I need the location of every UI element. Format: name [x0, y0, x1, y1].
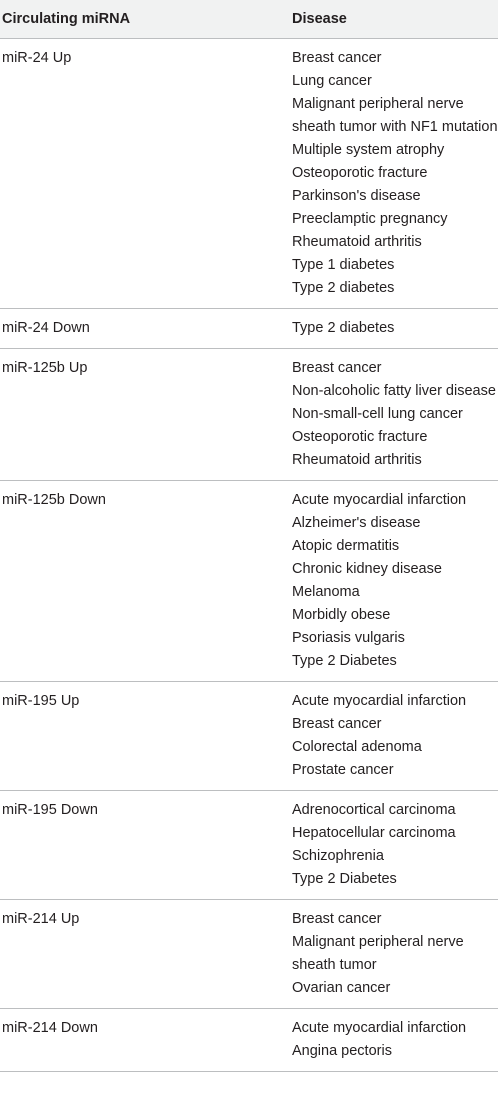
- header-disease: Disease: [292, 11, 347, 27]
- table-header-row: [0, 0, 498, 39]
- disease-item: Prostate cancer: [292, 762, 394, 778]
- table-row: [0, 349, 498, 481]
- disease-item: Acute myocardial infarction: [292, 492, 467, 508]
- disease-item: Type 2 Diabetes: [292, 871, 397, 887]
- disease-list: [292, 908, 498, 1000]
- disease-list: [292, 489, 498, 673]
- header-circulating-mirna: Circulating miRNA: [2, 11, 131, 27]
- disease-item: Osteoporotic fracture: [292, 165, 428, 181]
- disease-cell: [292, 799, 498, 891]
- disease-item: Non-small-cell lung cancer: [292, 406, 463, 422]
- disease-list: [292, 357, 498, 472]
- disease-item: Type 2 diabetes: [292, 320, 395, 336]
- disease-item: Osteoporotic fracture: [292, 429, 428, 445]
- table-row: [0, 1009, 498, 1072]
- mirna-cell: miR-125b Down: [2, 492, 106, 508]
- mirna-cell: miR-195 Up: [2, 693, 80, 709]
- disease-item: Breast cancer: [292, 50, 382, 66]
- disease-item: Type 2 diabetes: [292, 280, 395, 296]
- table-row: [0, 481, 498, 682]
- mirna-cell: miR-24 Up: [2, 50, 72, 66]
- disease-item: Colorectal adenoma: [292, 739, 422, 755]
- mirna-cell: miR-24 Down: [2, 320, 90, 336]
- disease-list: [292, 799, 498, 891]
- mirna-cell: miR-125b Up: [2, 360, 88, 376]
- disease-list: [292, 690, 498, 782]
- disease-cell: [292, 1017, 498, 1063]
- disease-item: Multiple system atrophy: [292, 142, 445, 158]
- disease-list: [292, 47, 498, 300]
- disease-item: Rheumatoid arthritis: [292, 452, 422, 468]
- disease-item: Breast cancer: [292, 360, 382, 376]
- table-row: [0, 682, 498, 791]
- disease-list: [292, 317, 498, 340]
- disease-item: Psoriasis vulgaris: [292, 630, 405, 646]
- disease-cell: [292, 489, 498, 673]
- disease-item: Parkinson's disease: [292, 188, 421, 204]
- disease-item: Hepatocellular carcinoma: [292, 825, 456, 841]
- disease-item: Acute myocardial infarction: [292, 693, 467, 709]
- disease-item: Alzheimer's disease: [292, 515, 421, 531]
- disease-cell: [292, 357, 498, 472]
- disease-item: Atopic dermatitis: [292, 538, 400, 554]
- disease-cell: [292, 317, 498, 340]
- disease-item: Malignant peripheral nerve sheath tumor: [292, 934, 464, 973]
- disease-cell: [292, 47, 498, 300]
- disease-item: Breast cancer: [292, 911, 382, 927]
- disease-item: Breast cancer: [292, 716, 382, 732]
- table-row: [0, 900, 498, 1009]
- disease-item: Malignant peripheral nerve sheath tumor with NF1 mutation: [292, 96, 498, 135]
- disease-item: Type 1 diabetes: [292, 257, 395, 273]
- disease-item: Melanoma: [292, 584, 360, 600]
- table-body: [0, 39, 498, 1072]
- disease-list: [292, 1017, 498, 1063]
- table-row: [0, 39, 498, 309]
- disease-item: Lung cancer: [292, 73, 372, 89]
- disease-item: Schizophrenia: [292, 848, 384, 864]
- mirna-cell: miR-214 Up: [2, 911, 80, 927]
- disease-item: Type 2 Diabetes: [292, 653, 397, 669]
- disease-cell: [292, 908, 498, 1000]
- disease-item: Morbidly obese: [292, 607, 391, 623]
- disease-item: Angina pectoris: [292, 1043, 392, 1059]
- disease-item: Non-alcoholic fatty liver disease: [292, 383, 496, 399]
- disease-item: Adrenocortical carcinoma: [292, 802, 456, 818]
- disease-item: Rheumatoid arthritis: [292, 234, 422, 250]
- disease-item: Preeclamptic pregnancy: [292, 211, 448, 227]
- disease-item: Ovarian cancer: [292, 980, 391, 996]
- table-row: [0, 791, 498, 900]
- disease-item: Acute myocardial infarction: [292, 1020, 467, 1036]
- disease-item: Chronic kidney disease: [292, 561, 442, 577]
- mirna-cell: miR-195 Down: [2, 802, 98, 818]
- mirna-cell: miR-214 Down: [2, 1020, 98, 1036]
- disease-cell: [292, 690, 498, 782]
- table-row: [0, 309, 498, 349]
